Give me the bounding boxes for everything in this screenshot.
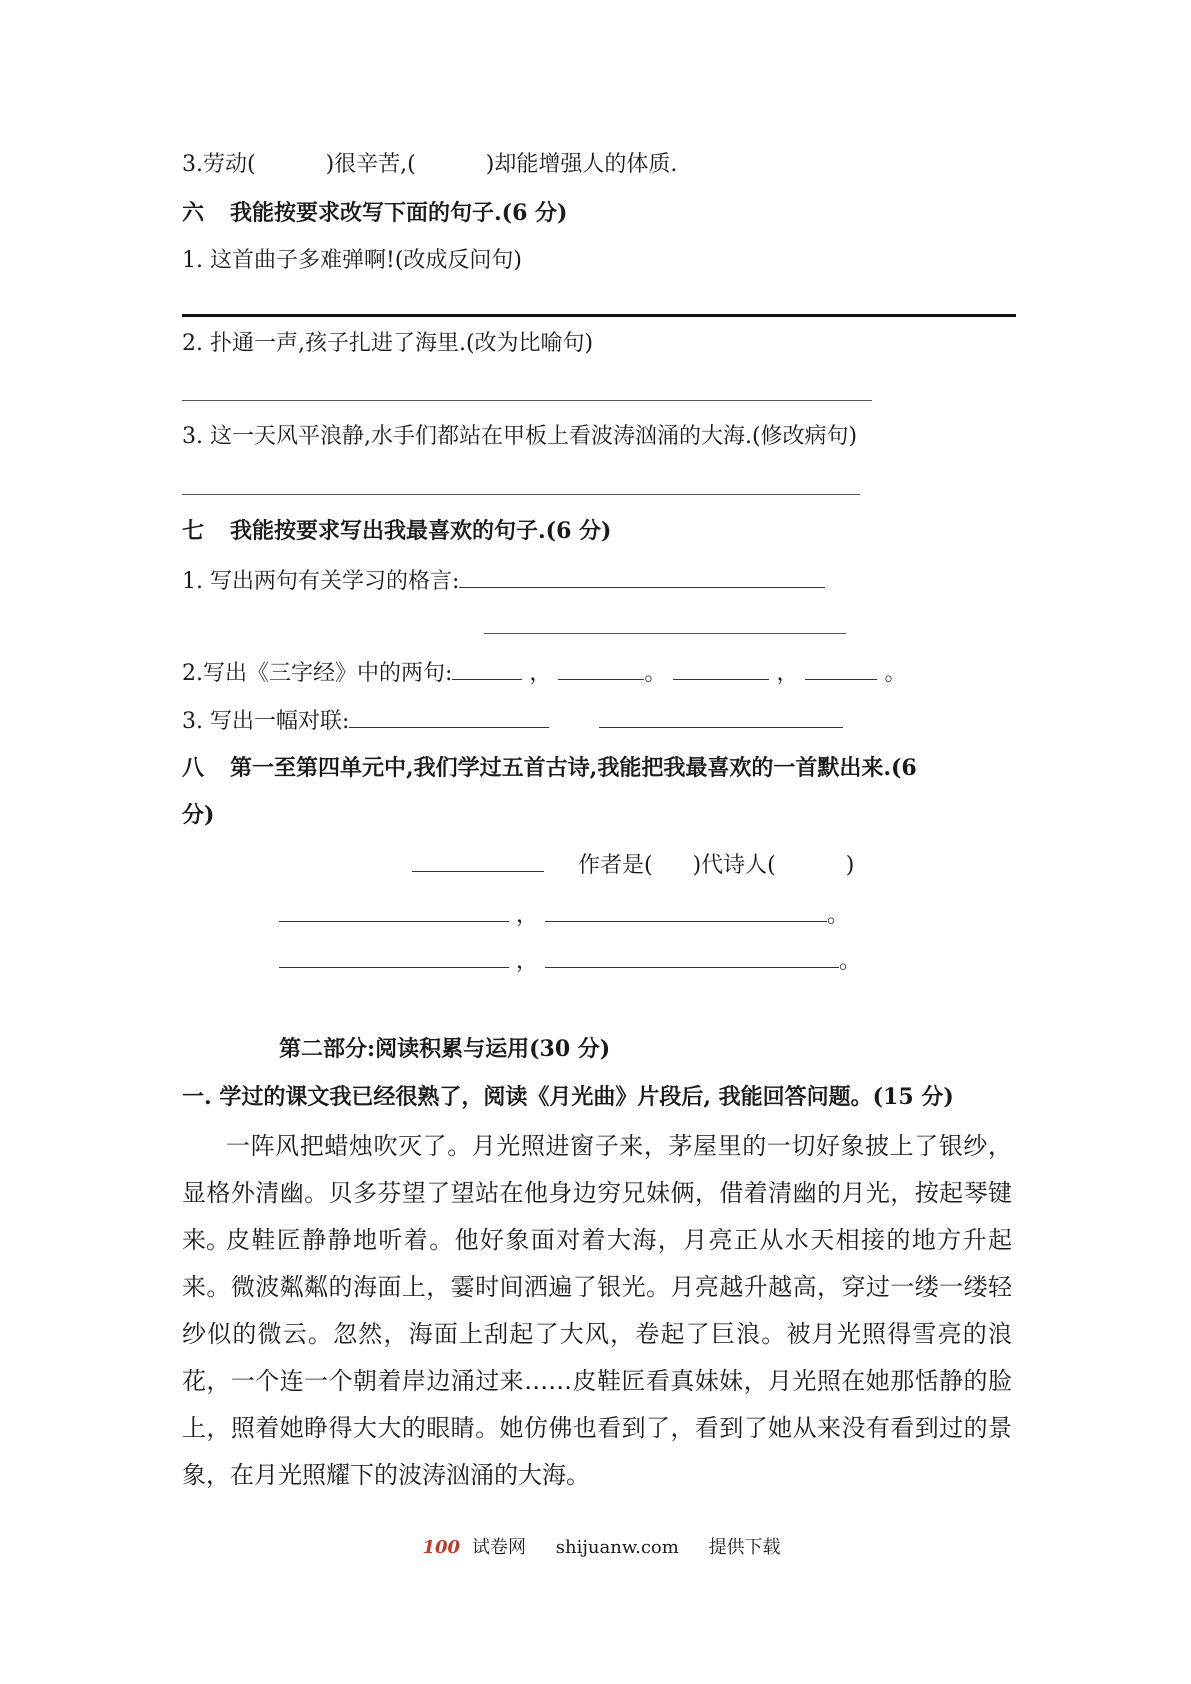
section7-question2: 2.写出《三字经》中的两句: ， 。 ， 。 [182, 657, 906, 689]
section6-question1: 1. 这首曲子多难弹啊!(改成反问句) [182, 248, 522, 273]
section7-heading: 七 我能按要求写出我最喜欢的句子.(6 分) [182, 518, 612, 544]
section7-question1: 1. 写出两句有关学习的格言: [182, 565, 825, 597]
answer-blank[interactable] [349, 705, 549, 728]
answer-line[interactable] [484, 633, 846, 634]
section6-question3: 3. 这一天风平浪静,水手们都站在甲板上看波涛汹涌的大海.(修改病句) [182, 424, 858, 449]
poem-blank[interactable] [279, 899, 509, 922]
section8-heading-cont: 分) [182, 802, 215, 828]
section7-question3: 3. 写出一幅对联: [182, 705, 843, 737]
part2-heading: 第二部分:阅读积累与运用(30 分) [279, 1036, 611, 1062]
brand-logo: 100 试卷网 [422, 1537, 527, 1558]
section8-heading: 八 第一至第四单元中,我们学过五首古诗,我能把我最喜欢的一首默出来.(6 [182, 755, 917, 781]
answer-line[interactable] [182, 400, 872, 401]
answer-blank[interactable] [558, 657, 644, 680]
section5-question3: 3.劳动( )很辛苦,( )却能增强人的体质. [182, 152, 678, 177]
poem-title-row: 作者是( )代诗人( ) [412, 849, 854, 881]
poem-blank[interactable] [279, 945, 509, 968]
answer-blank[interactable] [459, 565, 825, 588]
reading-paragraph-1: 一阵风把蜡烛吹灭了。月光照进窗子来，茅屋里的一切好象披上了银纱，显格外清幽。贝多芬望了望站在他身边穷兄妹俩，借着清幽的月光，按起琴键来。 [182, 1132, 1012, 1254]
answer-blank[interactable] [599, 705, 843, 728]
poem-line-1: ， 。 [279, 899, 849, 931]
answer-blank[interactable] [673, 657, 769, 680]
answer-blank[interactable] [452, 657, 522, 680]
poem-blank[interactable] [545, 899, 827, 922]
poem-blank[interactable] [545, 945, 839, 968]
page-footer [0, 1536, 1191, 1560]
footer-tagline: 提供下载 [708, 1537, 781, 1558]
poem-title-blank[interactable] [412, 849, 544, 872]
section6-question2: 2. 扑通一声,孩子扎进了海里.(改为比喻句) [182, 331, 594, 356]
site-link[interactable]: shijuanw.com [555, 1537, 679, 1558]
answer-blank[interactable] [805, 657, 877, 680]
poem-line-2: ， 。 [279, 945, 861, 977]
answer-line[interactable] [182, 494, 860, 495]
reading-question1-title: 一. 学过的课文我已经很熟了，阅读《月光曲》片段后, 我能回答问题。(15 分) [182, 1084, 954, 1110]
section6-heading: 六 我能按要求改写下面的句子.(6 分) [182, 200, 568, 226]
reading-paragraph-2: 皮鞋匠静静地听着。他好象面对着大海，月亮正从水天相接的地方升起来。微波粼粼的海面上，霎时间洒遍了银光。月亮越升越高，穿过一缕一缕轻纱似的微云。忽然，海面上刮起了大风，卷起了巨浪。被月光照得雪亮的浪花，一个连一个朝着岸边涌过来……皮鞋匠看真妹妹，月光照在她那恬静的脸上，照着她睁得大大的眼睛。她仿佛也看到了，看到了她从来没有看到过的景象，在月光照耀下的波涛汹涌的大海。 [182, 1226, 1012, 1489]
answer-line[interactable] [182, 314, 1016, 317]
